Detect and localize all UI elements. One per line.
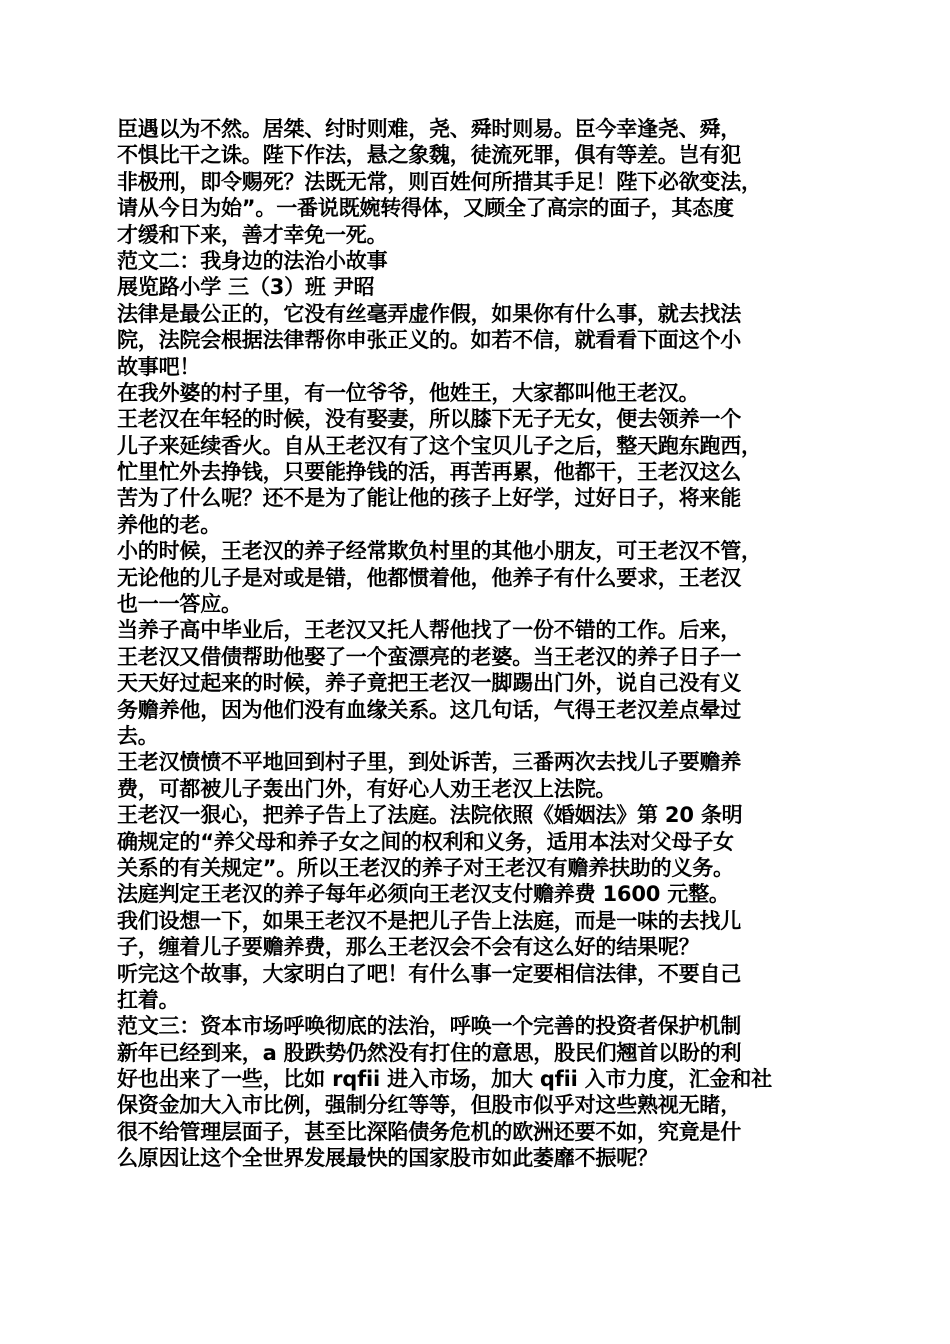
text-line: 好也出来了一些，比如 rqfii 进入市场，加大 qfii 入市力度，汇金和社 [117, 1067, 772, 1092]
text-line: 子，缠着儿子要赡养费，那么王老汉会不会有这么好的结果呢？ [117, 935, 700, 960]
text-line: 扛着。 [117, 987, 180, 1012]
text-line: 小的时候，王老汉的养子经常欺负村里的其他小朋友，可王老汉不管， [117, 539, 762, 564]
text-line: 王老汉一狠心，把养子告上了法庭。法院依照《婚姻法》第 20 条明 [117, 803, 743, 828]
text-line: 非极刑，即令赐死？法既无常，则百姓何所措其手足！陛下必欲变法， [117, 169, 762, 194]
text-line: 么原因让这个全世界发展最快的国家股市如此萎靡不振呢？ [117, 1146, 658, 1171]
text-line: 不惧比干之诛。陛下作法，悬之象魏，徒流死罪，俱有等差。岂有犯 [117, 143, 741, 168]
text-line: 当养子高中毕业后，王老汉又托人帮他找了一份不错的工作。后来， [117, 618, 741, 643]
text-line: 务赡养他，因为他们没有血缘关系。这几句话，气得王老汉差点晕过 [117, 697, 741, 722]
text-line: 法律是最公正的，它没有丝毫弄虚作假，如果你有什么事，就去找法 [117, 301, 741, 326]
text-line: 费，可都被儿子轰出门外，有好心人劝王老汉上法院。 [117, 776, 617, 801]
text-line: 确规定的“养父母和养子女之间的权利和义务，适用本法对父母子女 [117, 829, 734, 854]
text-line: 无论他的儿子是对或是错，他都惯着他，他养子有什么要求，王老汉 [117, 565, 741, 590]
text-line: 请从今日为始”。一番说既婉转得体，又顾全了高宗的面子，其态度 [117, 196, 734, 221]
text-line: 保资金加大入市比例，强制分红等等，但股市似乎对这些熟视无睹， [117, 1093, 741, 1118]
text-line: 听完这个故事，大家明白了吧！有什么事一定要相信法律，不要自己 [117, 961, 741, 986]
text-line: 我们设想一下，如果王老汉不是把儿子告上法庭，而是一味的去找儿 [117, 908, 741, 933]
text-line: 忙里忙外去挣钱，只要能挣钱的活，再苦再累，他都干，王老汉这么 [117, 460, 741, 485]
text-line: 新年已经到来，a 股跌势仍然没有打住的意思，股民们翘首以盼的利 [117, 1040, 742, 1065]
text-line: 养他的老。 [117, 512, 221, 537]
text-line: 在我外婆的村子里，有一位爷爷，他姓王，大家都叫他王老汉。 [117, 380, 700, 405]
text-line: 也一一答应。 [117, 592, 242, 617]
section-heading-3: 范文三：资本市场呼唤彻底的法治，呼唤一个完善的投资者保护机制 [117, 1014, 741, 1039]
text-line: 关系的有关规定”。所以王老汉的养子对王老汉有赡养扶助的义务。 [117, 855, 734, 880]
text-line: 院，法院会根据法律帮你申张正义的。如若不信，就看看下面这个小 [117, 328, 741, 353]
text-line: 王老汉在年轻的时候，没有娶妻，所以膝下无子无女，便去领养一个 [117, 407, 741, 432]
text-line: 去。 [117, 723, 159, 748]
text-line: 王老汉愤愤不平地回到村子里，到处诉苦，三番两次去找儿子要赡养 [117, 750, 741, 775]
text-line: 苦为了什么呢？还不是为了能让他的孩子上好学，过好日子，将来能 [117, 486, 741, 511]
author-line: 展览路小学 三（3）班 尹昭 [117, 275, 375, 300]
text-line: 天天好过起来的时候，养子竟把王老汉一脚踢出门外，说自己没有义 [117, 671, 741, 696]
text-line: 才缓和下来，善才幸免一死。 [117, 222, 388, 247]
text-line: 王老汉又借债帮助他娶了一个蛮漂亮的老婆。当王老汉的养子日子一 [117, 644, 741, 669]
text-line: 法庭判定王老汉的养子每年必须向王老汉支付赡养费 1600 元整。 [117, 882, 730, 907]
text-line: 故事吧！ [117, 354, 201, 379]
section-heading-2: 范文二：我身边的法治小故事 [117, 248, 388, 273]
text-line: 儿子来延续香火。自从王老汉有了这个宝贝儿子之后，整天跑东跑西， [117, 433, 762, 458]
text-line: 很不给管理层面子，甚至比深陷债务危机的欧洲还要不如，究竟是什 [117, 1119, 741, 1144]
document-body [117, 116, 852, 1172]
text-line: 臣遇以为不然。居桀、纣时则难，尧、舜时则易。臣今幸逢尧、舜， [117, 117, 741, 141]
